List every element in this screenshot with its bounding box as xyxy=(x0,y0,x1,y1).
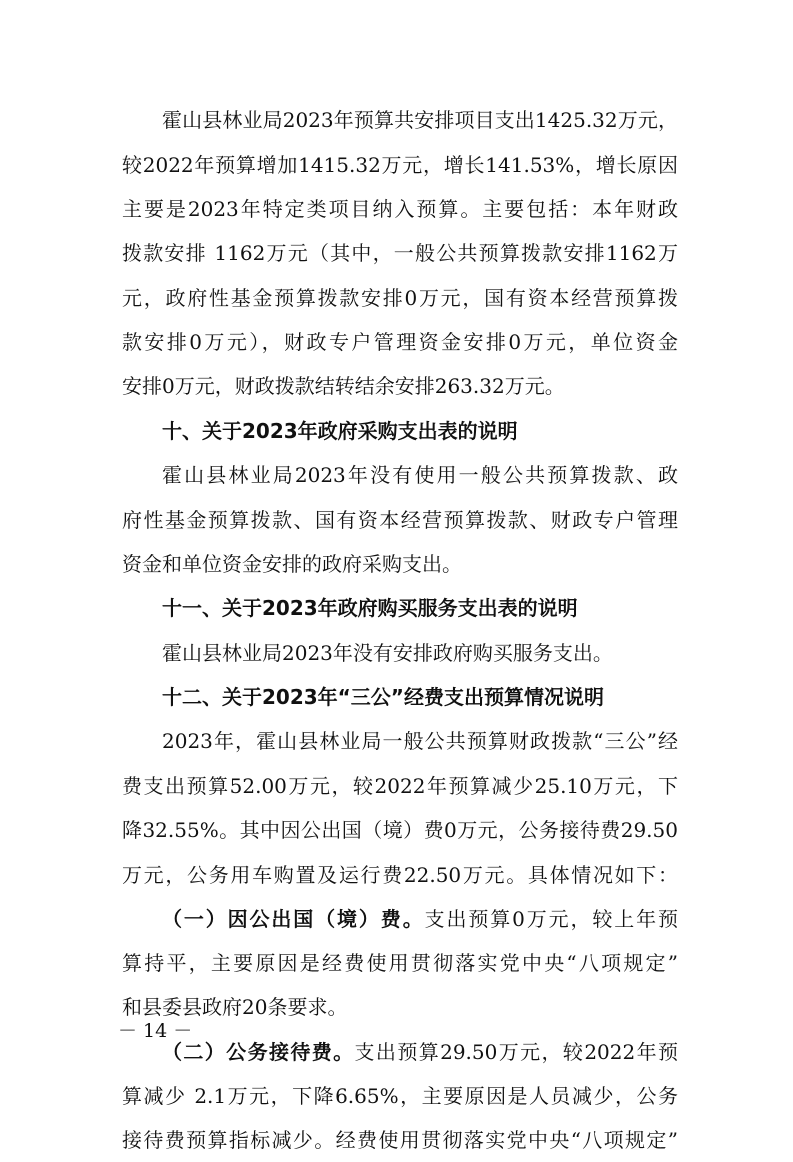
body-text-line: 较2022年预算增加1415.32万元，增长141.53%，增长原因 xyxy=(122,153,678,177)
body-text-line: 安排0万元，财政拨款结转结余安排263.32万元。 xyxy=(122,374,565,398)
body-text-line: 算持平，主要原因是经费使用贯彻落实党中央“八项规定” xyxy=(122,951,678,975)
body-text-line: 万元，公务用车购置及运行费22.50万元。具体情况如下： xyxy=(122,863,678,887)
subsection-label-2: （二）公务接待费。 xyxy=(162,1040,355,1064)
section-heading-11: 十一、关于2023年政府购买服务支出表的说明 xyxy=(162,596,578,620)
body-text-line: 费支出预算52.00万元，较2022年预算减少25.10万元，下 xyxy=(122,774,678,798)
body-text-line: 算减少 2.1万元，下降6.65%，主要原因是人员减少，公务 xyxy=(122,1084,678,1108)
body-text-line: 资金和单位资金安排的政府采购支出。 xyxy=(122,552,462,576)
body-text-line: 元，政府性基金预算拨款安排0万元，国有资本经营预算拨 xyxy=(122,286,678,310)
body-text-line: 款安排0万元），财政专户管理资金安排0万元，单位资金 xyxy=(122,330,678,354)
body-text-line: 和县委县政府20条要求。 xyxy=(122,995,348,1019)
section-heading-10: 十、关于2023年政府采购支出表的说明 xyxy=(162,419,518,443)
subsection-text: 支出预算0万元，较上年预 xyxy=(424,907,678,931)
subsection-text: 支出预算29.50万元，较2022年预 xyxy=(354,1040,678,1064)
body-text-line: 2023年，霍山县林业局一般公共预算财政拨款“三公”经 xyxy=(162,729,678,753)
body-text-line: 霍山县林业局2023年预算共安排项目支出1425.32万元， xyxy=(162,108,678,132)
body-text-line: 主要是2023年特定类项目纳入预算。主要包括：本年财政 xyxy=(122,197,678,221)
subsection-label-1: （一）因公出国（境）费。 xyxy=(162,907,425,931)
section-heading-12: 十二、关于2023年“三公”经费支出预算情况说明 xyxy=(162,685,604,709)
page-number: － 14 － xyxy=(118,1020,193,1042)
subsection-line xyxy=(162,897,678,941)
body-text-line: 接待费预算指标减少。经费使用贯彻落实党中央“八项规定” xyxy=(122,1128,678,1152)
subsection-line xyxy=(162,1030,678,1074)
body-text-line: 霍山县林业局2023年没有使用一般公共预算拨款、政 xyxy=(162,463,678,487)
body-text-line: 霍山县林业局2023年没有安排政府购买服务支出。 xyxy=(162,641,613,665)
body-text-line: 降32.55%。其中因公出国（境）费0万元，公务接待费29.50 xyxy=(122,818,678,842)
body-text-line: 府性基金预算拨款、国有资本经营预算拨款、财政专户管理 xyxy=(122,508,678,532)
body-text-line: 拨款安排 1162万元（其中，一般公共预算拨款安排1162万 xyxy=(122,241,678,265)
